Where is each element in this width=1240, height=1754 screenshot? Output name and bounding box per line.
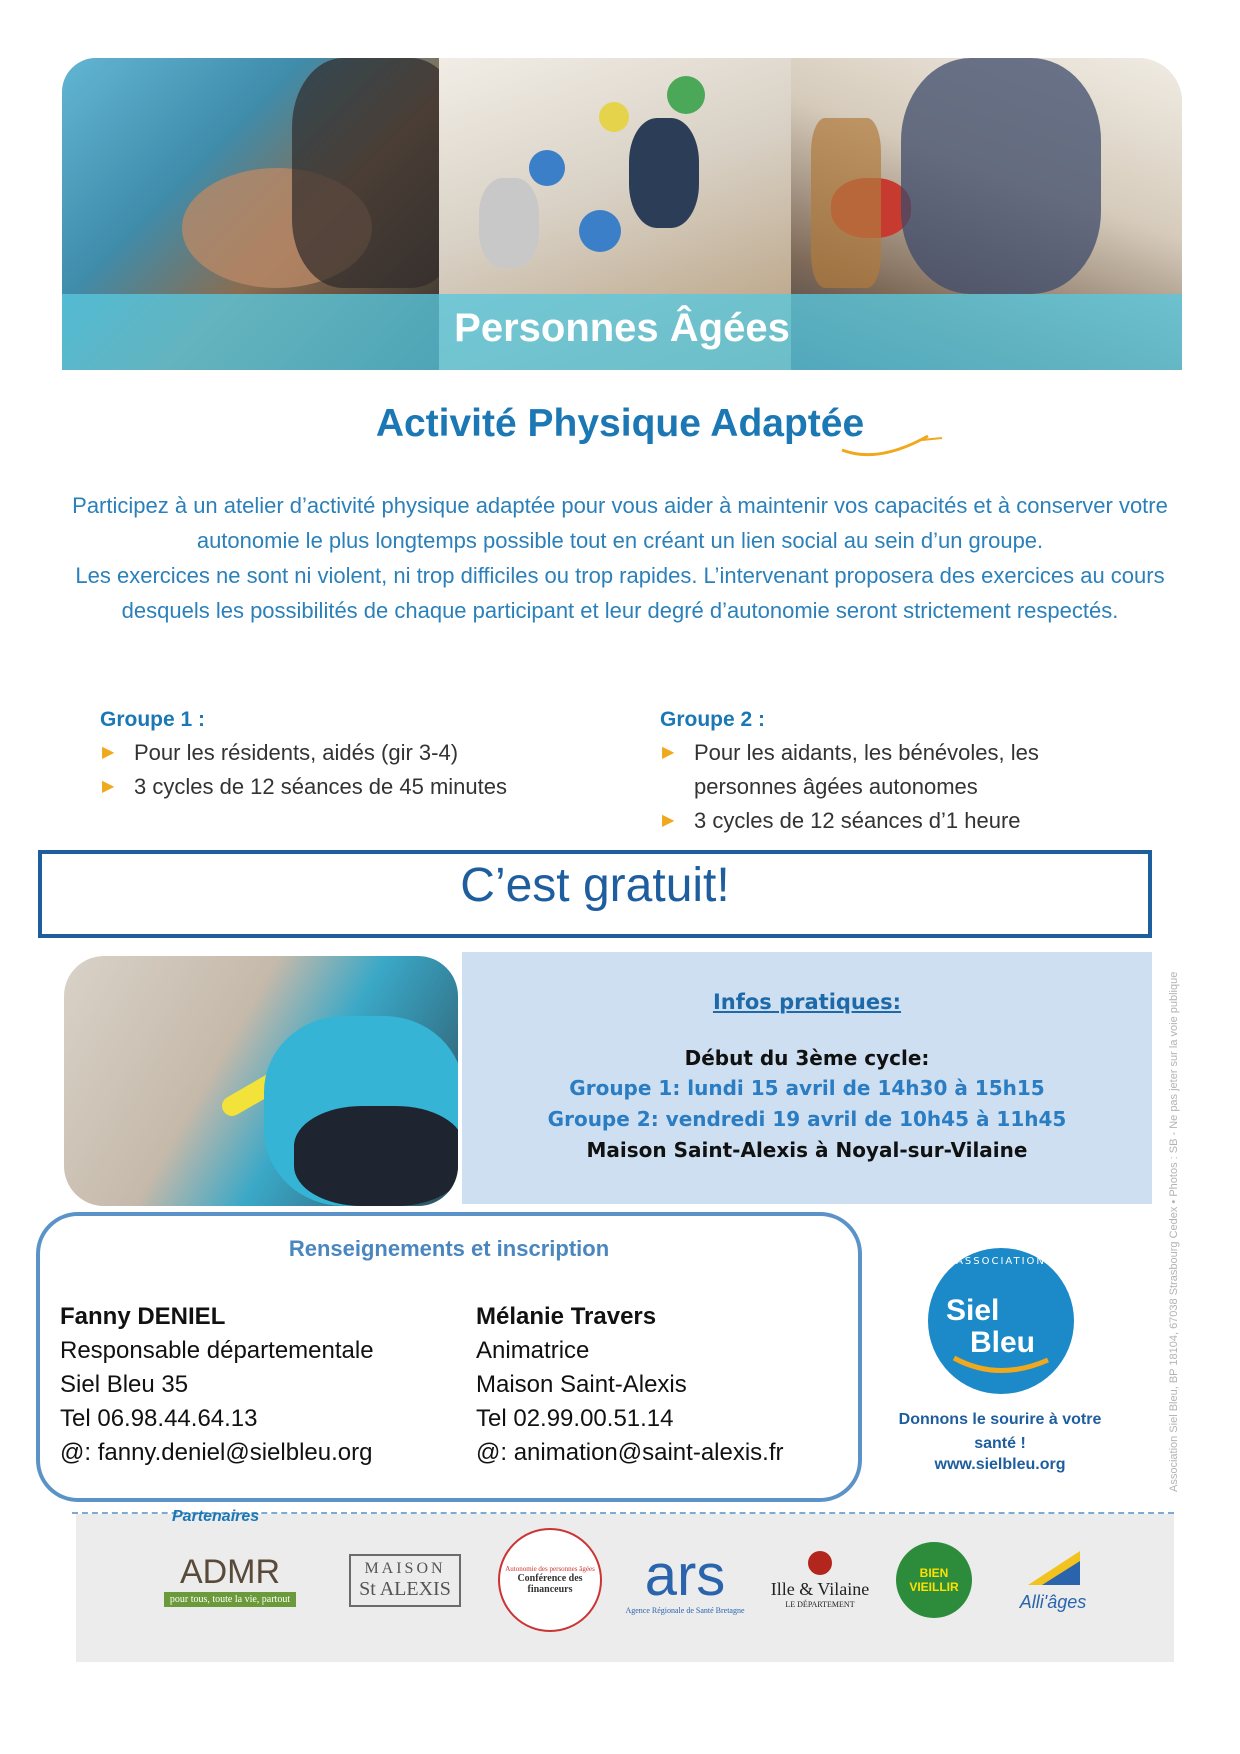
logo-name-bleu: Bleu <box>970 1326 1036 1359</box>
list-item: ▶ Pour les résidents, aidés (gir 3-4) <box>100 736 620 770</box>
header-banner <box>62 58 1182 370</box>
logo-association-text: ASSOCIATION <box>956 1256 1046 1267</box>
contact-phone[interactable]: Tel 02.99.00.51.14 <box>476 1405 674 1432</box>
contact-org: Maison Saint-Alexis <box>476 1371 687 1398</box>
side-legal-text: Association Siel Bleu, BP 18104, 67038 Strasbourg Cedex • Photos : SB - Ne pas jeter sur la voie publique <box>1168 971 1180 1492</box>
cycle-start: Début du 3ème cycle: <box>684 1046 930 1070</box>
bien-vieillir-logo: BIEN VIEILLIR <box>888 1530 980 1630</box>
banner-title: Personnes Âgées <box>454 306 790 350</box>
contact-phone[interactable]: Tel 06.98.44.64.13 <box>60 1405 258 1432</box>
bullet-icon: ▶ <box>102 744 115 761</box>
contact-role: Responsable départementale <box>60 1337 374 1364</box>
infos-title: Infos pratiques: <box>712 990 902 1014</box>
free-text: C’est gratuit! <box>460 859 730 912</box>
ars-logo: ars Agence Régionale de Santé Bretagne <box>625 1542 745 1615</box>
intro-paragraph-1: Participez à un atelier d’activité physique adaptée pour vous aider à maintenir vos capacités et à conserver votre autonomie le plus longtemps possible tout en créant un lien social au sein d’un groupe. <box>72 493 1168 553</box>
contact-org: Siel Bleu 35 <box>60 1371 189 1398</box>
group-2-title: Groupe 2 : <box>660 708 766 731</box>
bullet-icon: ▶ <box>102 778 115 795</box>
partners-title: Partenaires <box>172 1508 260 1525</box>
ille-vilaine-logo: Ille & Vilaine LE DÉPARTEMENT <box>760 1530 880 1630</box>
contact-card-1 <box>60 1300 374 1470</box>
page-title: Activité Physique Adaptée <box>375 402 865 445</box>
triangle-icon <box>1018 1547 1088 1587</box>
alli-ages-logo: Alli'âges <box>998 1530 1108 1630</box>
intro-paragraph-2: Les exercices ne sont ni violent, ni trop difficiles ou trop rapides. L’intervenant proposera des exercices au cours desquels les possibilités de chaque participant et leur degré d’autonomie seront strictement respectés. <box>75 563 1165 623</box>
photo-exercise-band <box>64 956 458 1206</box>
intro-text <box>70 488 1170 628</box>
group-2-list <box>660 736 1120 838</box>
contact-role: Animatrice <box>476 1337 590 1364</box>
contact-name: Fanny DENIEL <box>60 1303 226 1330</box>
contact-card-2 <box>476 1300 784 1470</box>
swoosh-icon <box>838 428 948 462</box>
maison-st-alexis-logo: MAISON St ALEXIS <box>340 1530 470 1630</box>
contact-email[interactable]: @: animation@saint-alexis.fr <box>476 1439 784 1466</box>
group-1-schedule: Groupe 1: lundi 15 avril de 14h30 à 15h15 <box>569 1076 1045 1100</box>
conference-financeurs-logo: Autonomie des personnes âgées Conférence des financeurs <box>492 1530 608 1630</box>
group-2-schedule: Groupe 2: vendredi 19 avril de 10h45 à 11h45 <box>547 1107 1067 1131</box>
bullet-icon: ▶ <box>662 812 675 829</box>
contact-title: Renseignements et inscription <box>288 1236 610 1261</box>
group-1-title: Groupe 1 : <box>100 708 206 731</box>
tagline: Donnons le sourire à votre santé ! <box>898 1411 1102 1452</box>
ille-vilaine-icon <box>808 1551 832 1575</box>
group-1-list <box>100 736 620 804</box>
bullet-icon: ▶ <box>662 744 675 761</box>
list-item: ▶ 3 cycles de 12 séances d’1 heure <box>660 804 1120 838</box>
location: Maison Saint-Alexis à Noyal-sur-Vilaine <box>586 1138 1028 1162</box>
contact-name: Mélanie Travers <box>476 1303 657 1330</box>
smile-icon <box>948 1352 1058 1382</box>
list-item: ▶ 3 cycles de 12 séances de 45 minutes <box>100 770 620 804</box>
contact-email[interactable]: @: fanny.deniel@sielbleu.org <box>60 1439 373 1466</box>
list-item: ▶ Pour les aidants, les bénévoles, les personnes âgées autonomes <box>660 736 1120 804</box>
admr-logo: ADMR pour tous, toute la vie, partout <box>148 1530 312 1630</box>
logo-name-siel: Siel <box>946 1294 1000 1327</box>
website-link[interactable]: www.sielbleu.org <box>934 1456 1066 1473</box>
